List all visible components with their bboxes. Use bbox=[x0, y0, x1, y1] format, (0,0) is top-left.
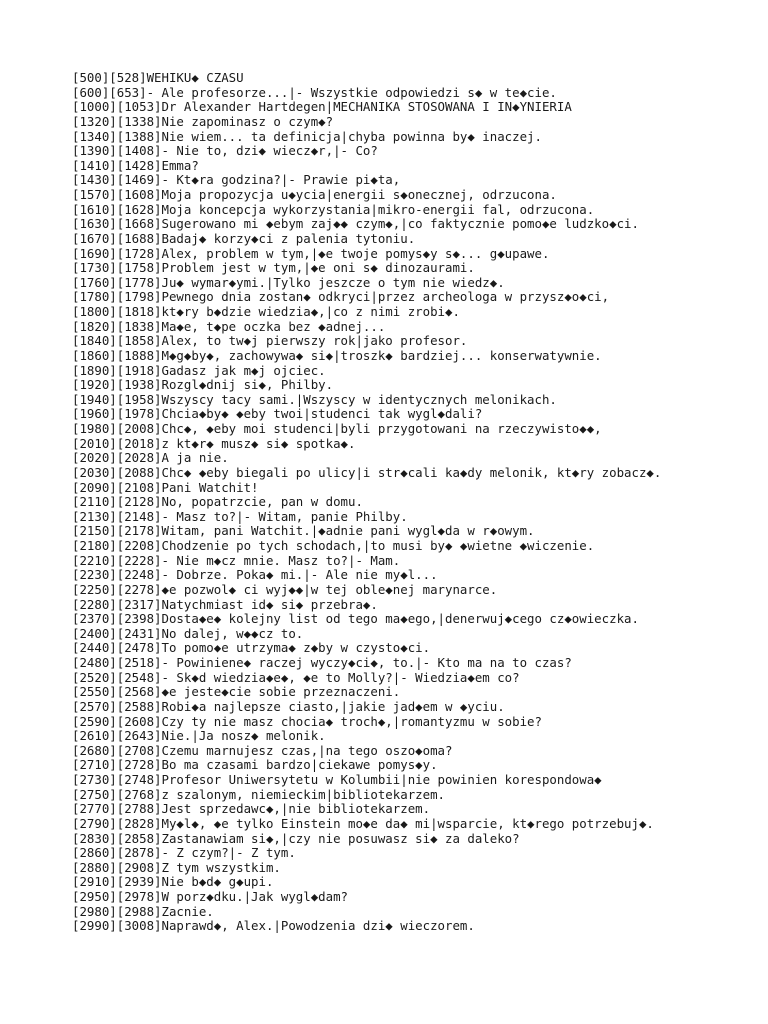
subtitle-line: [2790][2828]My◆l◆, ◆e tylko Einstein mo◆e da◆ mi|wsparcie, kt◆rego potrzebuj◆. bbox=[72, 815, 654, 831]
subtitle-line: [2750][2768]z szalonym, niemieckim|bibliotekarzem. bbox=[72, 786, 445, 802]
subtitle-line: [2730][2748]Profesor Uniwersytetu w Kolumbii|nie powinien korespondowa◆ bbox=[72, 772, 602, 787]
subtitle-line: [1430][1469]- Kt◆ra godzina?|- Prawie pi◆ta, bbox=[72, 172, 401, 188]
subtitle-line: [1630][1668]Sugerowano mi ◆ebym zaj◆◆ czym◆,|co faktycznie pomo◆e ludzko◆ci. bbox=[72, 216, 639, 232]
subtitle-line: [2910][2939]Nie b◆d◆ g◆upi. bbox=[72, 874, 274, 890]
subtitle-line: [1800][1818]kt◆ry b◆dzie wiedzia◆,|co z nimi zrobi◆. bbox=[72, 304, 460, 319]
subtitle-line: [1980][2008]Chc◆, ◆eby moi studenci|byli przygotowani na rzeczywisto◆◆, bbox=[72, 421, 602, 436]
subtitle-line: [2710][2728]Bo ma czasami bardzo|ciekawe pomys◆y. bbox=[72, 757, 438, 773]
subtitle-line: [2830][2858]Zastanawiam si◆,|czy nie posuwasz si◆ za daleko? bbox=[72, 830, 520, 846]
subtitle-line: [1690][1728]Alex, problem w tym,|◆e twoje pomys◆y s◆... g◆upawe. bbox=[72, 245, 550, 261]
subtitle-line: [1780][1798]Pewnego dnia zostan◆ odkryci|przez archeologa w przysz◆o◆ci, bbox=[72, 289, 610, 305]
subtitle-line: [1320][1338]Nie zapominasz o czym◆? bbox=[72, 113, 334, 129]
subtitle-line: [2950][2978]W porz◆dku.|Jak wygl◆dam? bbox=[72, 889, 349, 904]
subtitle-line: [1730][1758]Problem jest w tym,|◆e oni s◆ dinozaurami. bbox=[72, 260, 475, 276]
subtitle-line: [1000][1053]Dr Alexander Hartdegen|MECHANIKA STOSOWANA I IN◆YNIERIA bbox=[72, 99, 572, 115]
subtitle-line: [1820][1838]Ma◆e, t◆pe oczka bez ◆adnej... bbox=[72, 318, 386, 334]
subtitle-line: [2030][2088]Chc◆ ◆eby biegali po ulicy|i str◆cali ka◆dy melonik, kt◆ry zobacz◆. bbox=[72, 464, 662, 480]
subtitle-line: [1920][1938]Rozgl◆dnij si◆, Philby. bbox=[72, 377, 334, 393]
subtitle-line: [2280][2317]Natychmiast id◆ si◆ przebra◆. bbox=[72, 596, 378, 612]
subtitle-line: [1960][1978]Chcia◆by◆ ◆eby twoi|studenci tak wygl◆dali? bbox=[72, 406, 483, 422]
subtitle-line: [1940][1958]Wszyscy tacy sami.|Wszyscy w identycznych melonikach. bbox=[72, 391, 557, 407]
subtitle-line: [600][653]- Ale profesorze...|- Wszystkie odpowiedzi s◆ w te◆cie. bbox=[72, 84, 557, 100]
subtitle-line: [1410][1428]Emma? bbox=[72, 157, 199, 173]
subtitle-line: [2150][2178]Witam, pani Watchit.|◆adnie pani wygl◆da w r◆owym. bbox=[72, 523, 535, 539]
subtitle-line: [2440][2478]To pomo◆e utrzyma◆ z◆by w czysto◆ci. bbox=[72, 640, 431, 656]
subtitle-line: [2480][2518]- Powiniene◆ raczej wyczy◆ci◆, to.|- Kto ma na to czas? bbox=[72, 655, 572, 670]
subtitle-line: [2860][2878]- Z czym?|- Z tym. bbox=[72, 845, 296, 861]
subtitle-line: [2230][2248]- Dobrze. Poka◆ mi.|- Ale nie my◆l... bbox=[72, 567, 438, 583]
subtitle-line: [2370][2398]Dosta◆e◆ kolejny list od tego ma◆ego,|denerwuj◆cego cz◆owieczka. bbox=[72, 611, 639, 627]
subtitle-line: [2400][2431]No dalej, w◆◆cz to. bbox=[72, 625, 304, 641]
subtitle-line: [1340][1388]Nie wiem... ta definicja|chyba powinna by◆ inaczej. bbox=[72, 128, 542, 144]
subtitle-line: [2880][2908]Z tym wszystkim. bbox=[72, 859, 281, 875]
subtitle-line: [1860][1888]M◆g◆by◆, zachowywa◆ si◆|troszk◆ bardziej... konserwatywnie. bbox=[72, 347, 602, 363]
subtitle-line: [2010][2018]z kt◆r◆ musz◆ si◆ spotka◆. bbox=[72, 435, 356, 451]
subtitle-line: [2250][2278]◆e pozwol◆ ci wyj◆◆|w tej oble◆nej marynarce. bbox=[72, 581, 498, 597]
subtitle-line: [1760][1778]Ju◆ wymar◆ymi.|Tylko jeszcze o tym nie wiedz◆. bbox=[72, 274, 505, 290]
subtitle-line: [2770][2788]Jest sprzedawc◆,|nie bibliotekarzem. bbox=[72, 801, 431, 817]
subtitle-line: [2990][3008]Naprawd◆, Alex.|Powodzenia dzi◆ wieczorem. bbox=[72, 918, 475, 934]
subtitle-line: [2550][2568]◆e jeste◆cie sobie przeznaczeni. bbox=[72, 684, 401, 700]
subtitle-line: [500][528]WEHIKU◆ CZASU bbox=[72, 70, 244, 85]
subtitle-line: [2090][2108]Pani Watchit! bbox=[72, 479, 259, 495]
subtitle-line: [2110][2128]No, popatrzcie, pan w domu. bbox=[72, 494, 363, 510]
subtitle-line: [2130][2148]- Masz to?|- Witam, panie Philby. bbox=[72, 508, 408, 524]
subtitle-line: [2210][2228]- Nie m◆cz mnie. Masz to?|- Mam. bbox=[72, 552, 401, 568]
subtitle-document bbox=[72, 71, 748, 934]
subtitle-line: [2680][2708]Czemu marnujesz czas,|na tego oszo◆oma? bbox=[72, 742, 453, 758]
subtitle-line: [2590][2608]Czy ty nie masz chocia◆ troch◆,|romantyzmu w sobie? bbox=[72, 713, 542, 729]
subtitle-line: [2570][2588]Robi◆a najlepsze ciasto,|jakie jad◆em w ◆yciu. bbox=[72, 698, 505, 714]
subtitle-line: [2980][2988]Zacnie. bbox=[72, 903, 214, 919]
subtitle-line: [1610][1628]Moja koncepcja wykorzystania|mikro-energii fal, odrzucona. bbox=[72, 201, 595, 217]
subtitle-line: [2180][2208]Chodzenie po tych schodach,|to musi by◆ ◆wietne ◆wiczenie. bbox=[72, 538, 595, 553]
subtitle-line: [1890][1918]Gadasz jak m◆j ojciec. bbox=[72, 362, 326, 378]
subtitle-line: [2020][2028]A ja nie. bbox=[72, 450, 229, 466]
subtitle-line: [2520][2548]- Sk◆d wiedzia◆e◆, ◆e to Molly?|- Wiedzia◆em co? bbox=[72, 669, 520, 685]
subtitle-line: [2610][2643]Nie.|Ja nosz◆ melonik. bbox=[72, 728, 326, 744]
subtitle-line: [1570][1608]Moja propozycja u◆ycia|energii s◆onecznej, odrzucona. bbox=[72, 187, 557, 202]
subtitle-line: [1390][1408]- Nie to, dzi◆ wiecz◆r,|- Co? bbox=[72, 143, 378, 159]
subtitle-line: [1840][1858]Alex, to tw◆j pierwszy rok|jako profesor. bbox=[72, 333, 468, 349]
subtitle-line: [1670][1688]Badaj◆ korzy◆ci z palenia tytoniu. bbox=[72, 230, 416, 246]
